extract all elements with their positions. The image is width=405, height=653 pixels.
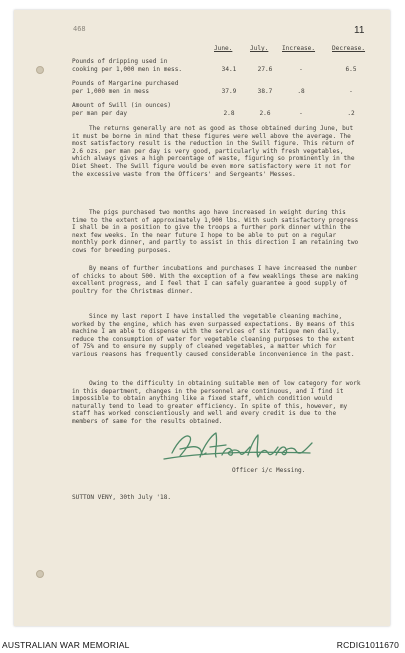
archive-credit: AUSTRALIAN WAR MEMORIAL — [2, 640, 130, 650]
row-label-line: per 1,000 men in mess — [72, 87, 150, 95]
body-paragraph: Since my last report I have installed the vegetable cleaning machine, worked by the engine, which has even surpassed expectations. By means of this machine I am able to dispense with the services of six fatigue men daily, reduce the consumption of water for vegetable cleaning purposes to the extent of 75% and to ensure my supply of cleaned vegetables, a matter which for various reasons has frequently caused considerable inconvenience in the past. — [72, 313, 355, 358]
cell-decrease: 6.5 — [345, 65, 357, 73]
cell-increase: .8 — [297, 87, 305, 95]
place-date: SUTTON VENY, 30th July '18. — [72, 494, 172, 501]
col-header-july: July. — [250, 45, 269, 52]
handwritten-signature — [160, 423, 330, 468]
row-label-line: Amount of Swill (in ounces) — [72, 102, 172, 109]
row-label-line: Pounds of Margarine purchased — [72, 80, 179, 87]
cell-june: 2.8 — [223, 109, 235, 117]
col-header-june: June. — [214, 45, 233, 52]
cell-decrease: - — [349, 87, 353, 95]
body-paragraph: By means of further incubations and purchases I have increased the number of chicks to about 500. With the exception of a few weaklings these are making excellent progress, and I feel that I can safely guarantee a good supply of poultry for the Christmas dinner. — [72, 265, 359, 295]
punch-hole — [36, 66, 44, 74]
cell-june: 34.1 — [221, 65, 237, 73]
body-paragraph: Owing to the difficulty in obtaining suitable men of low category for work in this department, changes in the personnel are continuous, and I find it impossible to obtain anything like a fixed staff, which condition would naturally tend to lead to greater efficiency. In spite of this, however, my staff has worked conscientiously and well and every credit is due to the members of same for the results obtained. — [72, 380, 361, 425]
row-label-line: per man per day — [72, 109, 128, 117]
cell-july: 27.6 — [257, 65, 273, 73]
archive-reference: RCDIG1011670 — [336, 640, 399, 650]
col-header-decrease: Decrease. — [332, 45, 366, 52]
cell-decrease: .2 — [347, 109, 355, 117]
folio-number-left: 468 — [73, 25, 86, 33]
cell-increase: - — [299, 109, 303, 117]
row-label-line: Pounds of dripping used in — [72, 58, 168, 65]
body-paragraph: The returns generally are not as good as those obtained during June, but it must be borne in mind that these figures were well above the average. The most satisfactory result is the reduction in the Swill figure. This return of 2.6 ozs. per man per day is very good, particularly with fresh vegetables, which always gives a high percentage of waste, figuring so prominently in the Diet Sheet. The Swill figure would be even more satisfactory were it not for the excessive waste from the Officers' and Sergeants' Messes. — [72, 125, 355, 178]
cell-june: 37.9 — [221, 87, 237, 95]
table-row — [72, 58, 372, 74]
col-header-increase: Increase. — [282, 45, 316, 52]
folio-number-right: 11 — [354, 25, 365, 36]
officer-title: Officer i/c Messing. — [232, 467, 306, 474]
cell-increase: - — [299, 65, 303, 73]
row-label-line: cooking per 1,000 men in mess. — [72, 65, 183, 73]
cell-july: 38.7 — [257, 87, 273, 95]
table-row — [72, 102, 372, 118]
table-row — [72, 80, 372, 96]
table-header-row — [72, 45, 372, 55]
cell-july: 2.6 — [259, 109, 271, 117]
body-paragraph: The pigs purchased two months ago have increased in weight during this time to the extent of approximately 1,900 lbs. With such satisfactory progress I shall be in a position to give the troops a further pork dinner within the next few weeks. In the near future I hope to be able to put on a regular monthly pork dinner, and partly to assist in this direction I am retaining two cows for breeding purposes. — [72, 209, 359, 254]
punch-hole — [36, 570, 44, 578]
